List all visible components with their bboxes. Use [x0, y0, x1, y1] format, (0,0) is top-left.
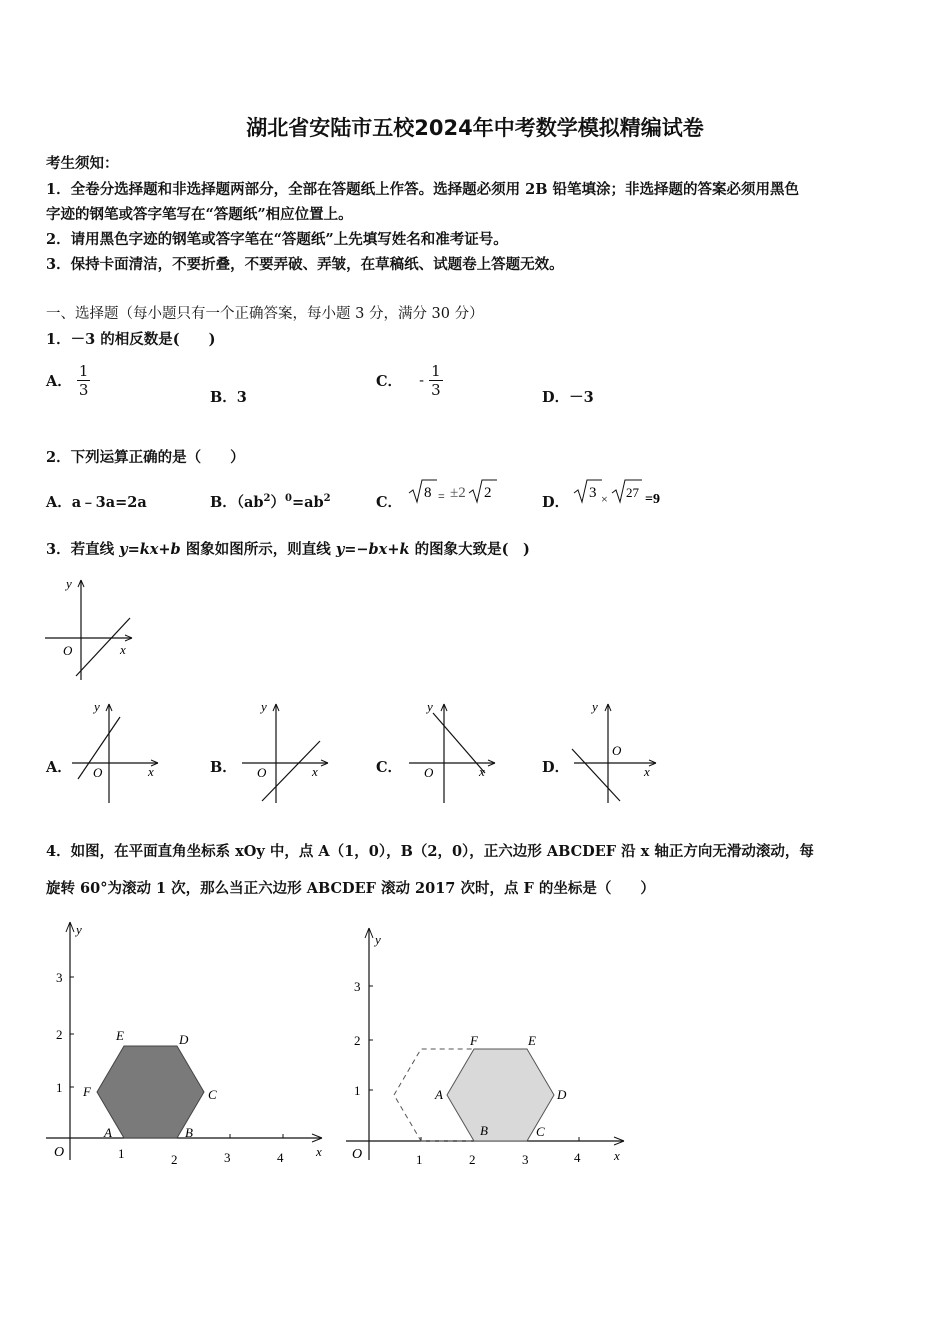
q2-b-label: B．（ab: [210, 494, 264, 511]
q3-stem-mid: 图象如图所示，则直线: [180, 541, 336, 558]
q1-c-num: 1: [431, 362, 441, 380]
q2-c-radical-1: [409, 480, 437, 502]
q2-option-d-label: D．: [542, 494, 570, 511]
q2-c-radical-2: [469, 480, 497, 502]
q1-stem: 1．－3 的相反数是( ): [46, 331, 216, 348]
q3-given-graph: [40, 572, 140, 684]
q3-c-x-label: x: [479, 764, 485, 779]
q3-option-c: C．: [376, 759, 403, 776]
q1-option-c: [376, 362, 443, 399]
q3-a-origin: O: [93, 765, 103, 780]
q3-d-x-label: x: [644, 764, 650, 779]
q3-stem-post: 的图象大致是( ): [409, 541, 530, 558]
q3-a-y-label: y: [94, 699, 100, 714]
q4-f2-tick-label-x2: 2: [469, 1152, 476, 1167]
q1-c-sign: -: [419, 372, 425, 389]
q4-f1-vertex-c: C: [208, 1087, 217, 1102]
q4-f1-tick-label-x4: 4: [277, 1150, 284, 1165]
q4-f2-vertex-b: B: [480, 1123, 488, 1138]
q4-f2-x-label: x: [614, 1148, 620, 1163]
q3-given-x-label: x: [120, 642, 126, 657]
q3-graph-a: [66, 697, 166, 807]
q2-d-times: ×: [601, 492, 608, 506]
q4-f2-tick-label-x3: 3: [522, 1152, 529, 1167]
q2-c-plusminus: ±2: [450, 485, 466, 501]
q2-d-radical-1: [574, 480, 602, 502]
q4-f1-vertex-d: D: [179, 1032, 189, 1047]
notice-line-2: 字迹的钢笔或答字笔写在“答题纸”相应位置上。: [46, 206, 353, 223]
q2-d-tail: =9: [645, 492, 660, 507]
q2-option-b: [210, 491, 331, 512]
q4-f1-tick-label-x3: 3: [224, 1150, 231, 1165]
q2-stem: 2．下列运算正确的是（ ）: [46, 449, 245, 466]
q4-f2-vertex-c: C: [536, 1124, 545, 1139]
q2-b-tail: =ab: [291, 494, 324, 511]
q3-option-a: A．: [46, 759, 72, 776]
q2-option-c-expression: [405, 476, 505, 508]
q2-d-radicand-1: 3: [589, 485, 597, 501]
q2-b-sup3: 2: [323, 493, 331, 505]
notice-line-4: 3．保持卡面清洁，不要折叠，不要弄破、弄皱，在草稿纸、试题卷上答题无效。: [46, 256, 564, 273]
q4-figure-1: [40, 916, 340, 1172]
q4-f1-vertex-f: F: [83, 1084, 91, 1099]
q3-d-y-label: y: [592, 699, 598, 714]
q3-c-origin: O: [424, 765, 434, 780]
q4-line-1: 4．如图，在平面直角坐标系 xOy 中，点 A（1，0），B（2，0），正六边形 ABCDEF 沿 x 轴正方向无滑动滚动，每: [46, 843, 814, 860]
q3-graph-c: [403, 697, 503, 807]
q4-figure-2: [340, 922, 640, 1172]
q4-f2-vertex-d: D: [557, 1087, 567, 1102]
q4-f2-origin: O: [352, 1147, 363, 1162]
q2-c-radicand-1: 8: [424, 485, 432, 501]
notice-line-1: 1．全卷分选择题和非选择题两部分，全部在答题纸上作答。选择题必须用 2B 铅笔填涂；非选择题的答案必须用黑色: [46, 181, 800, 198]
q4-f1-origin: O: [54, 1145, 65, 1160]
q3-b-x-label: x: [312, 764, 318, 779]
q3-b-origin: O: [257, 765, 267, 780]
q2-c-equals: =: [438, 489, 445, 503]
q4-f1-vertex-a: A: [104, 1125, 112, 1140]
page-title: 湖北省安陆市五校2024年中考数学模拟精编试卷: [246, 116, 704, 140]
q3-stem-eq2: y=−bx+k: [335, 541, 410, 558]
q2-b-mid: ）: [270, 494, 286, 511]
q2-b-sup2: 0: [285, 493, 292, 505]
q4-f2-tick-label-y3: 3: [354, 979, 361, 994]
q4-f1-vertex-b: B: [185, 1125, 193, 1140]
q1-a-fraction: [77, 362, 91, 399]
q1-option-a: [46, 362, 90, 399]
q1-option-b: B．3: [210, 389, 247, 406]
q1-a-label: A．: [46, 373, 72, 390]
q2-option-a: A．a﹣3a=2a: [46, 494, 147, 511]
q3-stem-eq1: y=kx+b: [119, 541, 181, 558]
q4-f1-tick-label-y2: 2: [56, 1027, 63, 1042]
q4-line-2: 旋转 60°为滚动 1 次，那么当正六边形 ABCDEF 滚动 2017 次时，点 F 的坐标是（ ）: [46, 880, 655, 897]
q3-c-y-label: y: [427, 699, 433, 714]
q4-f1-tick-label-y3: 3: [56, 970, 63, 985]
q3-d-origin: O: [612, 743, 622, 758]
q4-f1-vertex-e: E: [116, 1028, 124, 1043]
q4-f2-y-label: y: [375, 932, 381, 947]
q1-c-label: C．: [376, 373, 403, 390]
q3-given-y-label: y: [66, 576, 72, 591]
q4-f2-vertex-a: A: [435, 1087, 443, 1102]
q4-f2-tick-label-x1: 1: [416, 1152, 423, 1167]
q3-c-line: [433, 713, 485, 773]
q2-option-d-expression: [570, 476, 670, 508]
q1-option-d: D．－3: [542, 389, 594, 406]
q4-f2-tick-label-y1: 1: [354, 1083, 361, 1098]
q3-b-y-label: y: [261, 699, 267, 714]
q4-f1-x-label: x: [316, 1144, 322, 1159]
q3-graph-b: [236, 697, 336, 807]
q2-option-c-label: C．: [376, 494, 403, 511]
q4-f2-tick-label-y2: 2: [354, 1033, 361, 1048]
q1-c-den: 3: [431, 381, 441, 399]
q3-option-b: B．: [210, 759, 237, 776]
notice-heading: 考生须知：: [46, 155, 119, 172]
section-heading: 一、选择题（每小题只有一个正确答案，每小题 3 分，满分 30 分）: [46, 306, 484, 322]
q3-graph-d: [568, 697, 668, 807]
q3-stem-pre: 3．若直线: [46, 541, 120, 558]
q4-f1-tick-label-x2: 2: [171, 1152, 178, 1167]
q2-c-radicand-2: 2: [484, 485, 492, 501]
q3-a-x-label: x: [148, 764, 154, 779]
q1-c-fraction: [429, 362, 443, 399]
q3-stem: [46, 538, 530, 559]
q4-f2-tick-label-x4: 4: [574, 1150, 581, 1165]
q4-f2-vertex-f: F: [470, 1033, 478, 1048]
q4-f1-tick-label-x1: 1: [118, 1146, 125, 1161]
q4-f1-tick-label-y1: 1: [56, 1080, 63, 1095]
q2-d-radicand-2: 27: [626, 485, 639, 500]
q4-f1-y-label: y: [76, 922, 82, 937]
q4-f2-vertex-e: E: [528, 1033, 536, 1048]
q1-a-num: 1: [78, 362, 89, 380]
notice-line-3: 2．请用黑色字迹的钢笔或答字笔在“答题纸”上先填写姓名和准考证号。: [46, 231, 508, 248]
q3-given-origin: O: [63, 643, 73, 658]
q2-b-sup1: 2: [263, 493, 271, 505]
q1-a-den: 3: [78, 381, 89, 399]
q3-option-d: D．: [542, 759, 570, 776]
